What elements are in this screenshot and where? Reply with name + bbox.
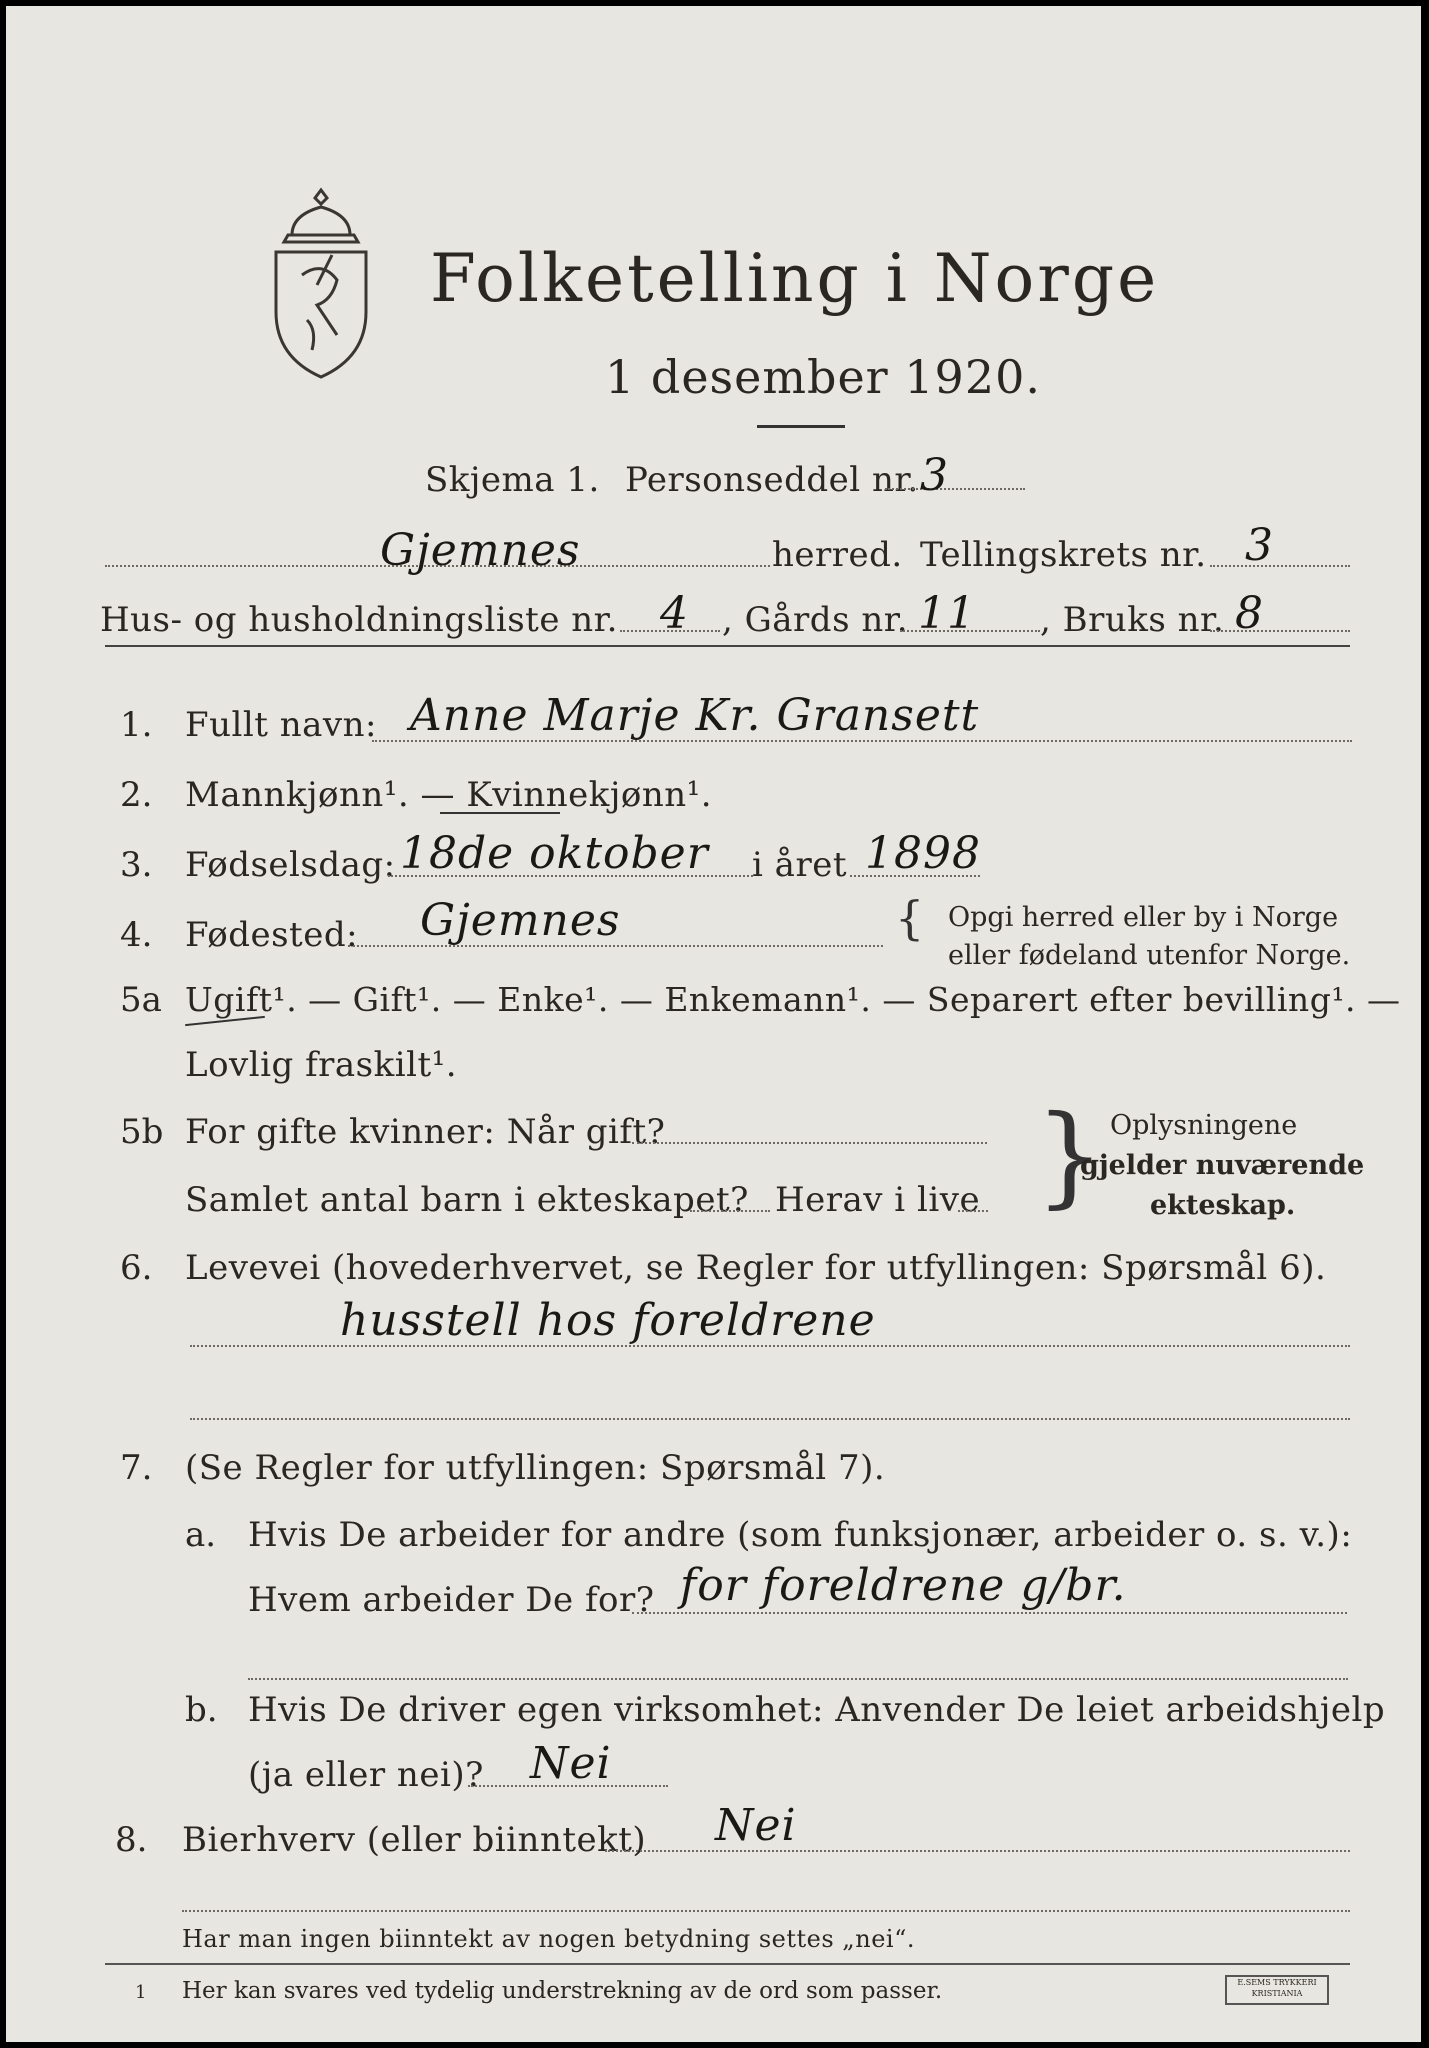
birthplace-note-2: eller fødeland utenfor Norge. (948, 940, 1351, 971)
birth-year-value: 1898 (865, 828, 981, 879)
q5b-number: 5b (120, 1112, 164, 1152)
title-divider (757, 425, 845, 428)
gender-underline (440, 812, 560, 814)
side-income-value: Nei (715, 1800, 797, 1851)
page-title: Folketelling i Norge (430, 240, 1160, 317)
q3-number: 3. (120, 845, 153, 885)
herred-label: herred. (772, 535, 903, 575)
marriage-note-brace: } (1035, 1091, 1105, 1219)
birthdate-label: Fødselsdag: (185, 845, 396, 885)
q7-number: 7. (120, 1448, 153, 1488)
employer-value: for foreldrene g/br. (680, 1560, 1127, 1611)
q7a-question: Hvis De arbeider for andre (som funksjonær, arbeider o. s. v.): (248, 1515, 1353, 1555)
married-when-label: For gifte kvinner: Når gift? (185, 1112, 666, 1152)
q7b-letter: b. (185, 1690, 218, 1730)
personseddel-label: Personseddel nr. (625, 460, 919, 500)
full-name-label: Fullt navn: (185, 705, 377, 745)
gards-value: 11 (918, 588, 976, 639)
footnote-number: 1 (135, 1982, 147, 2003)
side-income-label: Bierhverv (eller biinntekt) (182, 1820, 647, 1860)
herred-value: Gjemnes (380, 525, 581, 576)
tellingskrets-value: 3 (1245, 520, 1274, 571)
tellingskrets-label: Tellingskrets nr. (920, 535, 1207, 575)
q7a-letter: a. (185, 1515, 217, 1555)
hired-help-label: (ja eller nei)? (248, 1755, 484, 1795)
occupation-value: husstell hos foreldrene (340, 1295, 876, 1346)
employer-label: Hvem arbeider De for? (248, 1580, 655, 1620)
birthplace-value: Gjemnes (420, 895, 621, 946)
footnote-text: Her kan svares ved tydelig understrekning av de ord som passer. (182, 1978, 943, 2004)
hus-value: 4 (660, 588, 689, 639)
header-divider (105, 645, 1350, 647)
personseddel-value: 3 (920, 450, 949, 501)
q8-number: 8. (115, 1820, 148, 1860)
marriage-note-1: Oplysningene (1110, 1110, 1298, 1141)
bruks-label: , Bruks nr. (1040, 600, 1225, 640)
gender-options: Mannkjønn¹. — Kvinnekjønn¹. (185, 775, 713, 815)
children-alive-label: Herav i live (775, 1180, 981, 1220)
children-total-label: Samlet antal barn i ekteskapet? (185, 1180, 749, 1220)
birthplace-brace: { (895, 891, 925, 945)
skjema-label: Skjema 1. (425, 460, 600, 500)
marriage-note-3: ekteskap. (1150, 1190, 1296, 1221)
q7-label: (Se Regler for utfyllingen: Spørsmål 7). (185, 1448, 886, 1488)
printer-stamp: E.SEMS TRYKKERI KRISTIANIA (1225, 1975, 1329, 2005)
birthplace-note-1: Opgi herred eller by i Norge (948, 902, 1339, 933)
q2-number: 2. (120, 775, 153, 815)
footer-divider (105, 1963, 1350, 1965)
birth-year-label: i året (752, 845, 847, 885)
q5a-number: 5a (120, 980, 162, 1020)
marital-status-line2: Lovlig fraskilt¹. (185, 1045, 458, 1085)
birthplace-label: Fødested: (185, 915, 359, 955)
gards-label: , Gårds nr. (722, 600, 909, 640)
hus-label: Hus- og husholdningsliste nr. (100, 600, 618, 640)
marriage-note-2: gjelder nuværende (1080, 1150, 1365, 1181)
q7b-question: Hvis De driver egen virksomhet: Anvender De leiet arbeidshjelp (248, 1690, 1386, 1730)
full-name-value: Anne Marje Kr. Gransett (410, 690, 980, 741)
birthdate-value: 18de oktober (400, 828, 709, 879)
occupation-label: Levevei (hovederhvervet, se Regler for utfyllingen: Spørsmål 6). (185, 1248, 1327, 1288)
norwegian-coat-of-arms-icon (262, 180, 380, 385)
q4-number: 4. (120, 915, 153, 955)
bruks-value: 8 (1235, 588, 1264, 639)
footer-note: Har man ingen biinntekt av nogen betydning settes „nei“. (182, 1925, 915, 1953)
marital-status-options: Ugift¹. — Gift¹. — Enke¹. — Enkemann¹. — Separert efter bevilling¹. — (185, 980, 1401, 1019)
census-date: 1 desember 1920. (605, 350, 1041, 404)
q1-number: 1. (120, 705, 153, 745)
hired-help-value: Nei (530, 1738, 612, 1789)
q6-number: 6. (120, 1248, 153, 1288)
